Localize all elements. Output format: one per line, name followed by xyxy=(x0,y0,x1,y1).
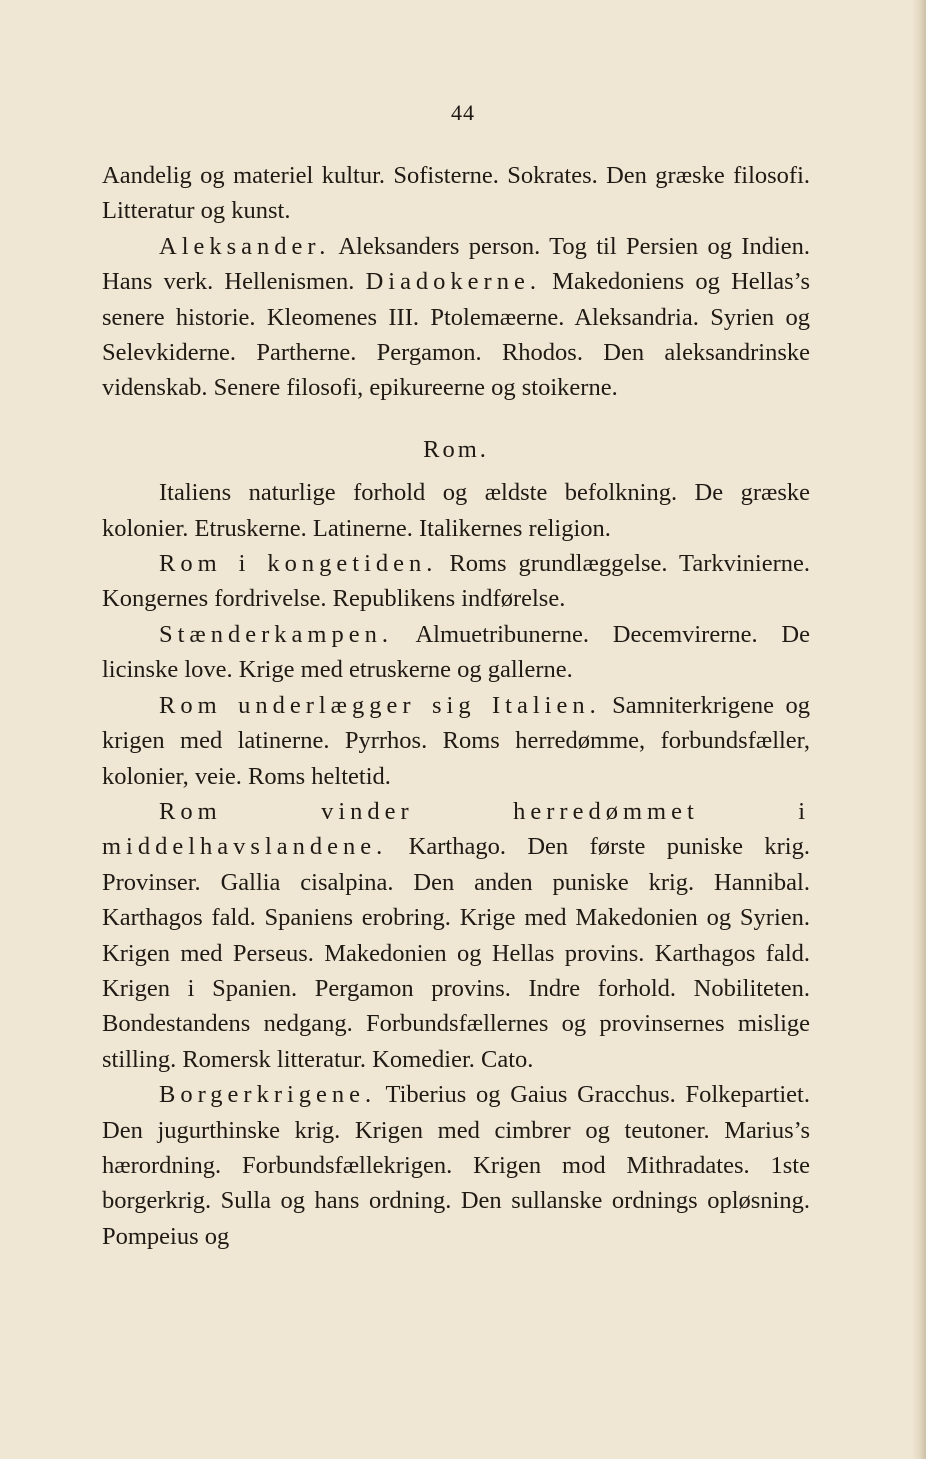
paragraph-staenderkampen xyxy=(102,617,810,688)
paragraph-text: Roms grundlæggelse. Tarkvinierne. Kongernes fordrivelse. Republikens indførelse. xyxy=(102,550,810,613)
spaced-heading: Borgerkrigene. xyxy=(159,1081,377,1109)
paragraph-text: Karthago. Den første puniske krig. Provinser. Gallia cisalpina. Den anden puniske krig. Hannibal. Karthagos fald. Spaniens erobring. Krige med Makedonien og Syrien. Krigen med Perseus. Makedonien og Hellas provins. Karthagos fald. Krigen i Spanien. Pergamon provins. Indre forhold. Nobiliteten. Bondestandens nedgang. Forbundsfællernes og provinsernes mislige stilling. Romersk litteratur. Komedier. Cato. xyxy=(102,833,810,1073)
paragraph-text: Samniterkrigene og krigen med latinerne. Pyrrhos. Roms herredømme, forbundsfæller, kolonier, veie. Roms heltetid. xyxy=(102,691,810,790)
spaced-heading: Stænderkampen. xyxy=(159,620,393,648)
paragraph-text: Aleksanders person. Tog til Persien og Indien. Hans verk. Hellenismen. xyxy=(102,232,810,296)
paragraph-text: Italiens naturlige forhold og ældste befolkning. De græske kolonier. Etruskerne. Latinerne. Italikernes religion. xyxy=(102,479,810,542)
text-column xyxy=(102,158,810,1254)
spaced-heading: Rom i kongetiden. xyxy=(159,550,438,578)
paragraph-text: Makedoniens og Hellas’s senere historie. Kleomenes III. Ptolemæerne. Aleksandria. Syrien og Selevkiderne. Partherne. Pergamon. Rhodos. Den aleksandrinske videnskab. Senere filosofi, epikureerne og stoikerne. xyxy=(102,268,810,402)
paragraph-italien xyxy=(102,688,810,794)
page-number: 44 xyxy=(451,100,475,125)
section-title-rom: Rom. xyxy=(423,435,489,463)
spaced-heading: Diadokerne. xyxy=(365,268,541,296)
paragraph-middelhavslandene xyxy=(102,794,810,1077)
paragraph-text: Tiberius og Gaius Gracchus. Folkepartiet. Den jugurthinske krig. Krigen med cimbrer og teutoner. Marius’s hærordning. Forbundsfællekrigen. Krigen mod Mithradates. 1ste borgerkrig. Sulla og hans ordning. Den sullanske ordnings opløsning. Pompeius og xyxy=(102,1081,810,1250)
paragraph-kongetiden xyxy=(102,546,810,617)
paragraph-text: Almuetribunerne. Decemvirerne. De licinske love. Krige med etruskerne og gallerne. xyxy=(102,620,810,684)
spaced-heading: Rom vinder herredømmet i middelhavslandene. xyxy=(102,797,810,861)
paragraph-aleksander xyxy=(102,229,810,406)
paragraph-italiens xyxy=(102,475,810,546)
paragraph-borgerkrigene xyxy=(102,1077,810,1254)
spaced-heading: Aleksander. xyxy=(159,232,331,260)
spaced-heading: Rom underlægger sig Italien. xyxy=(159,691,601,719)
paragraph-text: Aandelig og materiel kultur. Sofisterne. Sokrates. Den græske filosofi. Litteratur og kunst. xyxy=(102,162,810,225)
paragraph-culture xyxy=(102,158,810,229)
page-edge-shadow xyxy=(912,0,926,1459)
